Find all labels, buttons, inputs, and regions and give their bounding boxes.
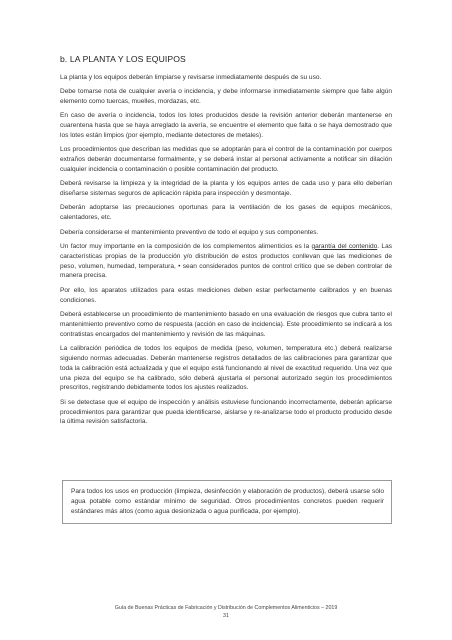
paragraph: Por ello, los aparatos utilizados para estas mediciones deben estar perfectamente calibrados y en buenas condiciones. <box>60 286 392 304</box>
paragraph: Debería considerarse el mantenimiento preventivo de todo el equipo y sus componentes. <box>60 228 319 236</box>
paragraph-text: . Las características propias de la producción y/o distribución de estos productos conllevan que las mediciones de peso, volumen, humedad, temperatura, • sean considerados puntos de control crítico que se deben controlar de manera precisa. <box>60 242 392 280</box>
paragraph: Deberá revisarse la limpieza y la integridad de la planta y los equipos antes de cada uso y para ello deberían diseñarse sistemas seguros de aplicación rápida para inspección y desmontaje. <box>60 180 392 198</box>
footer-caption: Guía de Buenas Prácticas de Fabricación y Distribución de Complementos Alimenticios – 2019 <box>114 605 338 611</box>
paragraph: Los procedimientos que describan las medidas que se adoptarán para el control de la contaminación por cuerpos extraños deberán documentarse formalmente, y se deberá instar al personal activamente a notificar sin dilación cualquier incidencia o contaminación o posible contaminación del producto. <box>60 146 392 174</box>
paragraph: En caso de avería o incidencia, todos los lotes producidos desde la revisión anterior deberán mantenerse en cuarentena hasta que se haya arreglado la avería, se encuentre el elemento que falta o se haya demostrado que los lotes están limpios (por ejemplo, mediante detectores de metales). <box>60 112 392 140</box>
paragraph: La calibración periódica de todos los equipos de medida (peso, volumen, temperatura etc.) deberá realizarse siguiendo normas adecuadas. Deberán mantenerse registros detallados de las calibraciones para garantizar que toda la calibración está actualizada y que el equipo está funcionando al nivel de exactitud requerido. Una vez que una pieza del equipo se ha calibrado, sólo deberá ajustarla el personal autorizado según los procedimientos prescritos, registrando debidamente todos los ajustes realizados. <box>60 344 392 392</box>
paragraph: Si se detectase que el equipo de inspección y análisis estuviese funcionando incorrectamente, deberán aplicarse procedimientos para garantizar que pueda identificarse, aislarse y re-analizarse todo el producto producido desde la última revisión satisfactoria. <box>60 398 392 426</box>
paragraph: Deberá establecerse un procedimiento de mantenimiento basado en una evaluación de riesgos que cubra tanto el mantenimiento preventivo como de respuesta (acción en caso de incidencia). Este procedimiento se indicará a los contratistas encargados del mantenimiento y revisión de las máquinas. <box>60 310 392 338</box>
paragraph: Deberán adoptarse las precauciones oportunas para la ventilación de los gases de equipos mecánicos, calentadores, etc. <box>60 204 392 222</box>
paragraph-with-link <box>60 242 392 282</box>
note-box <box>62 480 392 524</box>
page-number: 31 <box>223 613 229 619</box>
paragraph: Debe tomarse nota de cualquier avería o incidencia, y debe informarse inmediatamente siempre que falte algún elemento como tuercas, muelles, mordazas, etc. <box>60 88 392 106</box>
note-text: Para todos los usos en producción (limpieza, desinfección y elaboración de productos), deberá usarse sólo agua potable como estándar mínimo de seguridad. Otros procedimientos concretos pueden requerir estándares más altos (como agua desionizada o agua purificada, por ejemplo). <box>71 488 384 515</box>
paragraph-text: Un factor muy importante en la composición de los complementos alimenticios es la <box>60 242 312 250</box>
main-content <box>60 54 392 432</box>
section-title: b. LA PLANTA Y LOS EQUIPOS <box>60 54 186 64</box>
paragraph: La planta y los equipos deberán limpiarse y revisarse inmediatamente después de su uso. <box>60 74 322 81</box>
garantia-contenido-link[interactable]: garantía del contenido <box>311 242 378 250</box>
